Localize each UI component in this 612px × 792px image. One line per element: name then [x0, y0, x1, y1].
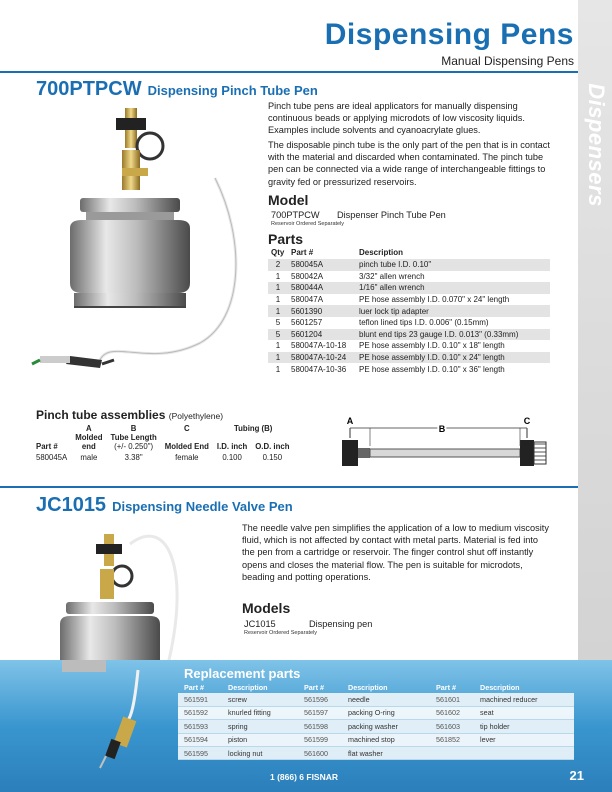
qty-cell: 1 — [275, 295, 281, 305]
rep-part-cell: 561594 — [184, 735, 208, 745]
desc-cell: blunt end tips 23 gauge I.D. 0.013" (0.33mm) — [356, 329, 550, 341]
pinch-header-od: O.D. inch — [255, 442, 290, 451]
rep-desc-cell: packing washer — [348, 721, 398, 731]
rep-part-cell: 561852 — [436, 735, 460, 745]
table-row — [178, 707, 574, 720]
qty-cell: 1 — [268, 282, 288, 294]
pinch-tube-diagram — [332, 414, 560, 476]
rep-header-desc-1: Description — [228, 682, 268, 692]
replacement-rows — [178, 693, 574, 760]
replacement-table — [178, 681, 574, 760]
part-cell: 580044A — [288, 282, 356, 294]
page-subtitle: Manual Dispensing Pens — [441, 54, 574, 68]
part-cell: 580045A — [288, 259, 356, 271]
rep-header-part-1: Part # — [184, 682, 204, 692]
qty-cell: 1 — [268, 305, 288, 317]
part-cell: 5601390 — [288, 305, 356, 317]
parts-header-row — [268, 246, 550, 259]
product2-model-code: JC1015 — [244, 619, 276, 629]
pinch-assemblies-heading: Pinch tube assemblies (Polyethylene) — [36, 408, 224, 422]
qty-cell: 1 — [268, 352, 288, 364]
part-cell: 580047A-10-36 — [291, 364, 347, 374]
table-row — [268, 317, 550, 329]
parts-header-part: Part # — [291, 248, 314, 257]
pinch-table — [36, 424, 293, 464]
section-divider — [0, 486, 578, 488]
parts-header-qty: Qty — [271, 248, 285, 257]
part-cell: 580042A — [291, 271, 324, 281]
pinch-tube-pen-image — [30, 98, 260, 398]
col-letter-a: A — [86, 424, 92, 433]
table-row — [268, 259, 550, 271]
footer-phone: 1 (866) 6 FISNAR — [270, 772, 339, 782]
parts-header-desc: Description — [359, 248, 404, 257]
pinch-length-cell: 3.38" — [124, 453, 143, 462]
rep-part-cell: 561597 — [304, 708, 328, 718]
product1-model-note: Reservoir Ordered Separately — [271, 221, 345, 227]
pinch-header-length: Tube Length (+/- 0.250") — [110, 433, 157, 451]
qty-cell: 1 — [275, 341, 281, 351]
sidebar-label: Dispensers — [584, 83, 609, 207]
rep-desc-cell: machined stop — [348, 735, 395, 745]
product1-model-code: 700PTPCW — [271, 210, 320, 220]
product1-heading: 700PTPCW Dispensing Pinch Tube Pen — [36, 78, 318, 100]
rep-header-desc-2: Description — [348, 682, 388, 692]
desc-cell: PE hose assembly I.D. 0.10" x 24" length — [356, 352, 550, 364]
rep-part-cell: 561600 — [304, 748, 328, 758]
rep-desc-cell: screw — [228, 695, 247, 705]
qty-cell: 5 — [268, 329, 288, 341]
rep-part-cell: 561602 — [436, 708, 460, 718]
rep-part-cell: 561598 — [304, 721, 328, 731]
rep-part-cell: 561596 — [304, 695, 328, 705]
diagram-label-b: B — [438, 424, 446, 434]
part-cell: 580047A-10-24 — [288, 352, 356, 364]
product2-model-desc: Dispensing pen — [309, 619, 373, 629]
col-letter-b: B — [130, 424, 137, 433]
qty-cell: 1 — [275, 271, 281, 281]
diagram-label-c: C — [523, 416, 531, 426]
replacement-header-row — [178, 681, 574, 693]
rep-part-cell: 561591 — [184, 695, 208, 705]
product2-model-heading: Models — [242, 600, 291, 616]
table-row — [178, 693, 574, 706]
parts-table — [268, 246, 550, 375]
pinch-header-part: Part # — [36, 442, 58, 451]
product1-model-desc: Dispenser Pinch Tube Pen — [337, 210, 446, 220]
desc-cell: PE hose assembly I.D. 0.070" x 24" length — [359, 295, 510, 305]
pinch-id-cell: 0.100 — [222, 453, 242, 462]
table-row — [268, 352, 550, 364]
desc-cell: 3/32" allen wrench — [359, 271, 425, 281]
part-cell: 580047A-10-18 — [291, 341, 347, 351]
pinch-header-id: I.D. inch — [216, 442, 248, 451]
product1-description-2: The disposable pinch tube is the only part of the pen that is in contact with the material and discarded when contaminated. The pinch tube pen can be connected via a wide range of interchangeable fittings to gravity fed or pressurized reservoirs. — [268, 140, 550, 187]
rep-desc-cell: lever — [480, 735, 496, 745]
table-row — [268, 329, 550, 341]
page-title: Dispensing Pens — [324, 18, 574, 51]
desc-cell: 1/16" allen wrench — [356, 282, 550, 294]
table-row — [178, 720, 574, 733]
rep-part-cell: 561599 — [304, 735, 328, 745]
rep-part-cell: 561592 — [184, 708, 208, 718]
part-cell: 580047A — [291, 295, 324, 305]
pinch-header-molded-end: Molded End — [164, 442, 209, 451]
product1-model-heading: Model — [268, 192, 309, 208]
qty-cell: 2 — [268, 259, 288, 271]
product1-description-1: Pinch tube pens are ideal applicators for manually dispensing continuous beads or applying microdots of low viscosity liquids. Examples include solvents and cyanoacrylate glues. — [268, 101, 525, 136]
rep-part-cell: 561595 — [184, 748, 208, 758]
pinch-header-row — [36, 433, 293, 451]
product2-model-note: Reservoir Ordered Separately — [244, 630, 318, 636]
table-row — [178, 734, 574, 747]
pinch-part-cell: 580045A — [36, 453, 68, 462]
rep-header-part-2: Part # — [304, 682, 324, 692]
col-letter-c: C — [183, 424, 190, 433]
rep-desc-cell: packing O-ring — [348, 708, 395, 718]
header-divider — [0, 71, 578, 73]
rep-desc-cell: spring — [228, 721, 248, 731]
pinch-header-molded: Molded end — [75, 433, 103, 451]
rep-desc-cell: needle — [348, 695, 370, 705]
rep-desc-cell: seat — [480, 708, 494, 718]
rep-desc-cell: knurled fitting — [228, 708, 271, 718]
rep-header-part-3: Part # — [436, 682, 456, 692]
qty-cell: 1 — [275, 364, 281, 374]
page-number: 21 — [569, 768, 584, 783]
parts-heading: Parts — [268, 231, 304, 247]
product2-heading: JC1015 Dispensing Needle Valve Pen — [36, 494, 293, 516]
diagram-label-a: A — [346, 416, 354, 426]
table-row — [268, 271, 550, 283]
rep-part-cell: 561603 — [436, 721, 460, 731]
rep-desc-cell: tip holder — [480, 721, 510, 731]
rep-desc-cell: locking nut — [228, 748, 263, 758]
replacement-title: Replacement parts — [184, 666, 301, 681]
table-row — [268, 363, 550, 375]
part-cell: 5601257 — [291, 318, 323, 328]
product2-description: The needle valve pen simplifies the application of a low to medium viscosity fluid, which is not affected by contact with metal parts. Material is fed into the pen from a cartridge or reservoir. The finger control shut off instantly opens and closes the material flow. The pen is suitable for microdots, beading and potting operations. — [242, 523, 549, 582]
part-cell: 5601204 — [288, 329, 356, 341]
qty-cell: 5 — [275, 318, 281, 328]
rep-part-cell: 561601 — [436, 695, 460, 705]
table-row — [36, 451, 293, 464]
desc-cell: PE hose assembly I.D. 0.10" x 18" length — [359, 341, 505, 351]
desc-cell: luer lock tip adapter — [356, 305, 550, 317]
rep-part-cell: 561593 — [184, 721, 208, 731]
rep-desc-cell: machined reducer — [480, 695, 538, 705]
table-row — [268, 282, 550, 294]
rep-desc-cell: piston — [228, 735, 248, 745]
table-row — [268, 294, 550, 306]
desc-cell: PE hose assembly I.D. 0.10" x 36" length — [359, 364, 505, 374]
table-row — [268, 305, 550, 317]
pinch-letter-row — [36, 424, 293, 433]
col-tubing: Tubing (B) — [233, 424, 273, 433]
needle-pen-tip-image — [60, 660, 180, 770]
rep-header-desc-3: Description — [480, 682, 520, 692]
pinch-molded-end-cell: female — [175, 453, 199, 462]
table-row — [268, 340, 550, 352]
pinch-od-cell: 0.150 — [262, 453, 283, 462]
table-row — [178, 747, 574, 760]
desc-cell: teflon lined tips I.D. 0.006" (0.15mm) — [359, 318, 489, 328]
desc-cell: pinch tube I.D. 0.10" — [356, 259, 550, 271]
rep-desc-cell: flat washer — [348, 748, 383, 758]
pinch-molded-cell: male — [80, 453, 98, 462]
